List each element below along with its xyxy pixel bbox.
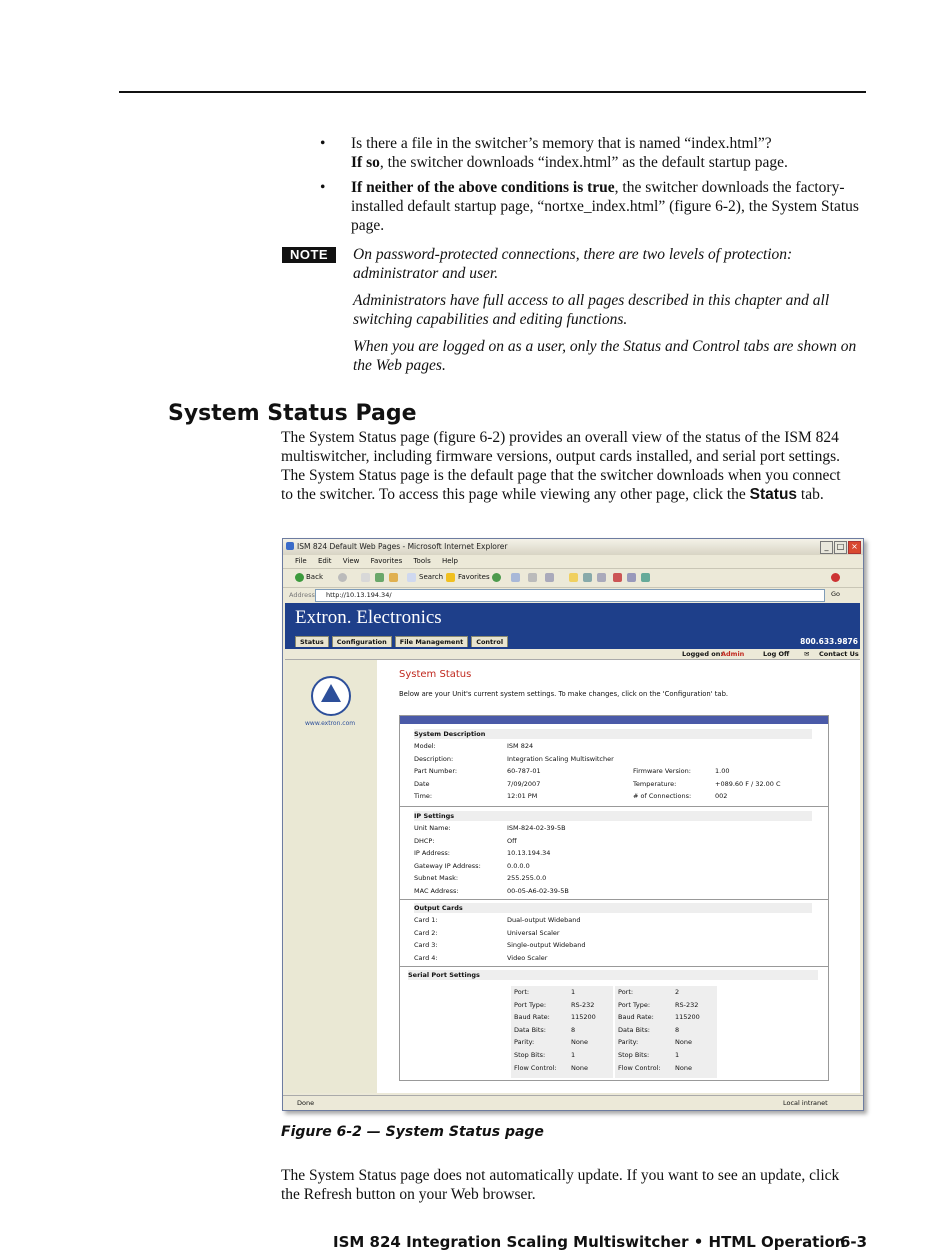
row-label: Port Type: bbox=[618, 1000, 651, 1009]
row-value: ISM-824-02-39-5B bbox=[507, 824, 566, 832]
row-label: Parity: bbox=[514, 1038, 535, 1047]
section-heading: Output Cards bbox=[414, 903, 812, 913]
row-value: None bbox=[675, 1038, 692, 1047]
ie-icon bbox=[286, 542, 294, 550]
row-value: 8 bbox=[675, 1025, 680, 1034]
info-row bbox=[514, 1001, 610, 1014]
section-divider bbox=[400, 966, 828, 967]
intro-bold: Status bbox=[749, 486, 798, 503]
row-value: 115200 bbox=[571, 1013, 596, 1022]
info-row bbox=[414, 887, 812, 900]
row-label: DHCP: bbox=[414, 836, 435, 845]
output-cards-section bbox=[414, 903, 812, 966]
row-value: 1 bbox=[571, 988, 576, 996]
info-row bbox=[414, 941, 812, 954]
logged-on-user: Admin bbox=[721, 650, 745, 658]
row-value: RS-232 bbox=[571, 1000, 595, 1009]
close-icon[interactable]: × bbox=[848, 541, 861, 554]
serial-port-2 bbox=[615, 986, 717, 1078]
phone-number: 800.633.9876 bbox=[800, 637, 858, 646]
ip-settings-section bbox=[414, 811, 812, 900]
info-row bbox=[514, 1051, 610, 1064]
header-rule bbox=[119, 91, 866, 93]
info-row bbox=[414, 954, 812, 967]
browser-status-bar bbox=[283, 1095, 863, 1110]
extron-emblem-icon bbox=[311, 676, 351, 716]
row-value: Dual-output Wideband bbox=[507, 916, 581, 924]
row-value: 1.00 bbox=[715, 767, 730, 776]
row-value: Off bbox=[507, 836, 517, 845]
info-row bbox=[414, 874, 812, 887]
status-zone: Local intranet bbox=[783, 1099, 828, 1107]
row-value: ISM 824 bbox=[507, 742, 534, 750]
row-label: Baud Rate: bbox=[514, 1013, 550, 1022]
row-label: Gateway IP Address: bbox=[414, 861, 481, 870]
row-label: Stop Bits: bbox=[514, 1050, 546, 1059]
bullet-line-1: Is there a file in the switcher’s memory that is named “index.html”? bbox=[351, 135, 772, 152]
row-label: Temperature: bbox=[633, 779, 677, 788]
info-row bbox=[514, 1064, 610, 1077]
row-value: 255.255.0.0 bbox=[507, 874, 547, 883]
row-value: Universal Scaler bbox=[507, 928, 560, 937]
menu-favorites[interactable]: Favorites bbox=[370, 557, 403, 565]
serial-port-1 bbox=[511, 986, 613, 1078]
minimize-icon[interactable]: _ bbox=[820, 541, 833, 554]
info-row bbox=[514, 1013, 610, 1026]
row-label: Unit Name: bbox=[414, 824, 451, 832]
go-button[interactable]: Go bbox=[831, 590, 841, 598]
folder-icon[interactable] bbox=[569, 573, 578, 582]
maximize-icon[interactable]: □ bbox=[834, 541, 847, 554]
discuss-icon[interactable] bbox=[597, 573, 606, 582]
info-row bbox=[618, 1064, 714, 1077]
stop-icon[interactable] bbox=[361, 573, 370, 582]
back-icon[interactable] bbox=[295, 573, 304, 582]
bullet-symbol: • bbox=[320, 135, 326, 152]
row-label: Port Type: bbox=[514, 1000, 547, 1009]
row-value: 60-787-01 bbox=[507, 767, 541, 776]
site-banner bbox=[285, 603, 860, 649]
info-row bbox=[414, 792, 812, 805]
menu-bar bbox=[283, 555, 863, 567]
website-link[interactable]: www.extron.com bbox=[305, 720, 356, 727]
browser-window-figure bbox=[282, 538, 864, 1111]
intro-text-end: tab. bbox=[797, 486, 824, 503]
logged-on-label: Logged on: bbox=[682, 650, 723, 658]
bullet-item bbox=[320, 178, 860, 235]
figure-caption: Figure 6-2 — System Status page bbox=[281, 1124, 544, 1140]
row-label: Port: bbox=[618, 988, 634, 996]
info-row bbox=[414, 929, 812, 942]
info-row bbox=[414, 837, 812, 850]
row-value: 2 bbox=[675, 988, 680, 996]
log-off-link[interactable]: Log Off bbox=[763, 650, 790, 658]
note-paragraph: Administrators have full access to all pages described in this chapter and all switching capabilities and editing functions. bbox=[353, 292, 830, 328]
row-value: RS-232 bbox=[675, 1000, 699, 1009]
info-row bbox=[514, 988, 610, 1001]
intro-text: The System Status page (figure 6-2) provides an overall view of the status of the ISM 824 multiswitcher, including firmware versions, output cards installed, and serial port settings. The System Status page is the default page that the switcher downloads when you connect to the switcher. To access this page while viewing any other page, click the bbox=[281, 429, 841, 503]
row-label: Part Number: bbox=[414, 767, 458, 776]
row-label: MAC Address: bbox=[414, 886, 459, 895]
section-heading: Serial Port Settings bbox=[408, 970, 818, 980]
section-heading: IP Settings bbox=[414, 811, 812, 821]
bullet-list bbox=[320, 134, 860, 241]
row-value: 1 bbox=[571, 1050, 576, 1059]
site-tabs bbox=[295, 636, 511, 647]
section-heading: System Description bbox=[414, 729, 812, 739]
row-label: Model: bbox=[414, 742, 436, 750]
back-button[interactable]: Back bbox=[306, 573, 323, 581]
row-value: 10.13.194.34 bbox=[507, 849, 551, 858]
title-bar bbox=[283, 539, 863, 555]
row-value: 7/09/2007 bbox=[507, 779, 541, 788]
cut-icon[interactable] bbox=[613, 573, 622, 582]
row-value: Single-output Wideband bbox=[507, 941, 586, 950]
address-input[interactable] bbox=[315, 589, 825, 602]
address-url: http://10.13.194.34/ bbox=[326, 591, 392, 599]
mail-icon[interactable] bbox=[528, 573, 537, 582]
row-value: 00-05-A6-02-39-5B bbox=[507, 886, 569, 895]
row-value: Video Scaler bbox=[507, 953, 548, 962]
note-paragraph: On password-protected connections, there are two levels of protection: administrator and user. bbox=[353, 246, 793, 282]
row-label: Time: bbox=[414, 792, 433, 801]
row-label: Subnet Mask: bbox=[414, 874, 459, 883]
menu-view[interactable]: View bbox=[342, 557, 360, 565]
info-row bbox=[414, 742, 812, 755]
row-value: None bbox=[675, 1063, 692, 1072]
row-label: Stop Bits: bbox=[618, 1050, 650, 1059]
tab-control[interactable]: Control bbox=[471, 636, 508, 647]
row-label: Card 1: bbox=[414, 916, 438, 924]
row-label: Port: bbox=[514, 988, 530, 996]
address-label: Address bbox=[289, 591, 315, 599]
info-row bbox=[514, 1026, 610, 1039]
home-icon[interactable] bbox=[389, 573, 398, 582]
row-label: IP Address: bbox=[414, 849, 450, 858]
footer-title: ISM 824 Integration Scaling Multiswitcher • HTML Operation bbox=[333, 1233, 846, 1251]
media-icon[interactable] bbox=[492, 573, 501, 582]
row-label: Flow Control: bbox=[514, 1063, 557, 1072]
paste-icon[interactable] bbox=[641, 573, 650, 582]
copy-icon[interactable] bbox=[627, 573, 636, 582]
favorites-star-icon[interactable] bbox=[446, 573, 455, 582]
row-value: None bbox=[571, 1038, 588, 1047]
row-value: 8 bbox=[571, 1025, 576, 1034]
envelope-icon: ✉ bbox=[804, 650, 810, 658]
info-row bbox=[414, 862, 812, 875]
tab-file-management[interactable]: File Management bbox=[395, 636, 468, 647]
left-column bbox=[285, 660, 377, 1093]
address-bar bbox=[283, 587, 863, 602]
history-icon[interactable] bbox=[511, 573, 520, 582]
page-title: System Status bbox=[399, 669, 472, 680]
info-row bbox=[618, 1038, 714, 1051]
login-bar bbox=[285, 649, 860, 660]
page-number: 6-3 bbox=[840, 1233, 868, 1251]
search-button[interactable]: Search bbox=[419, 573, 444, 581]
info-row bbox=[514, 1038, 610, 1051]
forward-icon[interactable] bbox=[338, 573, 347, 582]
row-label: Flow Control: bbox=[618, 1063, 661, 1072]
status-content bbox=[399, 669, 849, 1072]
row-value: Integration Scaling Multiswitcher bbox=[507, 754, 614, 763]
search-icon[interactable] bbox=[407, 573, 416, 582]
menu-help[interactable]: Help bbox=[441, 557, 458, 565]
info-row bbox=[618, 1001, 714, 1014]
row-label: Description: bbox=[414, 754, 454, 763]
serial-port-section bbox=[408, 970, 818, 1078]
row-label: Card 3: bbox=[414, 941, 438, 950]
print-icon[interactable] bbox=[545, 573, 554, 582]
row-value: 115200 bbox=[675, 1013, 700, 1022]
note-badge: NOTE bbox=[282, 247, 336, 263]
web-page bbox=[285, 603, 860, 1093]
bullet-item bbox=[320, 134, 860, 172]
row-value: 002 bbox=[715, 792, 728, 801]
info-row bbox=[414, 824, 812, 837]
closing-paragraph: The System Status page does not automatically update. If you want to see an update, click the Refresh button on your Web browser. bbox=[281, 1167, 840, 1203]
row-label: Parity: bbox=[618, 1038, 639, 1047]
tab-status[interactable]: Status bbox=[295, 636, 329, 647]
status-panel bbox=[399, 715, 829, 1081]
menu-file[interactable]: File bbox=[295, 557, 307, 565]
intro-paragraph bbox=[281, 428, 856, 504]
row-value: +089.60 F / 32.00 C bbox=[715, 779, 781, 788]
row-label: Baud Rate: bbox=[618, 1013, 654, 1022]
bullet-line-2: , the switcher downloads “index.html” as the default startup page. bbox=[379, 154, 788, 171]
window-title: ISM 824 Default Web Pages - Microsoft Internet Explorer bbox=[297, 542, 508, 551]
menu-tools[interactable]: Tools bbox=[413, 557, 431, 565]
bullet-line: , the switcher downloads the factory-installed default startup page, “nortxe_index.html” (figure 6-2), the System Status page. bbox=[351, 179, 859, 234]
info-row bbox=[414, 780, 812, 793]
panel-header bbox=[400, 716, 828, 724]
menu-edit[interactable]: Edit bbox=[317, 557, 332, 565]
tab-configuration[interactable]: Configuration bbox=[332, 636, 392, 647]
info-row bbox=[618, 988, 714, 1001]
info-row bbox=[414, 849, 812, 862]
browser-toolbar bbox=[283, 568, 863, 587]
row-label: Data Bits: bbox=[618, 1025, 650, 1034]
contact-us-link[interactable]: Contact Us bbox=[819, 650, 859, 658]
row-label: Firmware Version: bbox=[633, 767, 691, 776]
info-row bbox=[618, 1026, 714, 1039]
row-label: # of Connections: bbox=[633, 792, 692, 801]
bullet-text bbox=[351, 178, 860, 235]
row-label: Card 2: bbox=[414, 928, 438, 937]
row-label: Card 4: bbox=[414, 953, 438, 962]
info-row bbox=[414, 916, 812, 929]
section-divider bbox=[400, 899, 828, 900]
status-done: Done bbox=[297, 1099, 315, 1107]
system-description-section bbox=[414, 729, 812, 805]
page-instructions: Below are your Unit's current system settings. To make changes, click on the 'Configuration' tab. bbox=[399, 690, 729, 698]
extron-logo: Extron. Electronics bbox=[295, 607, 442, 628]
note-paragraph: When you are logged on as a user, only the Status and Control tabs are shown on the Web pages. bbox=[353, 338, 857, 374]
section-title: System Status Page bbox=[168, 401, 417, 426]
info-row bbox=[618, 1013, 714, 1026]
note-text bbox=[353, 245, 858, 383]
row-value: None bbox=[571, 1063, 588, 1072]
favorites-button[interactable]: Favorites bbox=[458, 573, 490, 581]
bullet-bold: If so bbox=[351, 154, 380, 171]
bullet-symbol: • bbox=[320, 179, 326, 196]
row-label: Data Bits: bbox=[514, 1025, 546, 1034]
bullet-bold: If neither of the above conditions is true bbox=[351, 179, 615, 196]
refresh-icon[interactable] bbox=[375, 573, 384, 582]
section-divider bbox=[400, 806, 828, 807]
bullet-text bbox=[351, 134, 860, 172]
row-value: 0.0.0.0 bbox=[507, 861, 530, 870]
info-row bbox=[618, 1051, 714, 1064]
row-value: 1 bbox=[675, 1050, 680, 1059]
info-row bbox=[414, 755, 812, 768]
row-label: Date bbox=[414, 779, 430, 788]
edit-icon[interactable] bbox=[583, 573, 592, 582]
info-row bbox=[414, 767, 812, 780]
messenger-icon[interactable] bbox=[831, 573, 840, 582]
row-value: 12:01 PM bbox=[507, 792, 538, 801]
